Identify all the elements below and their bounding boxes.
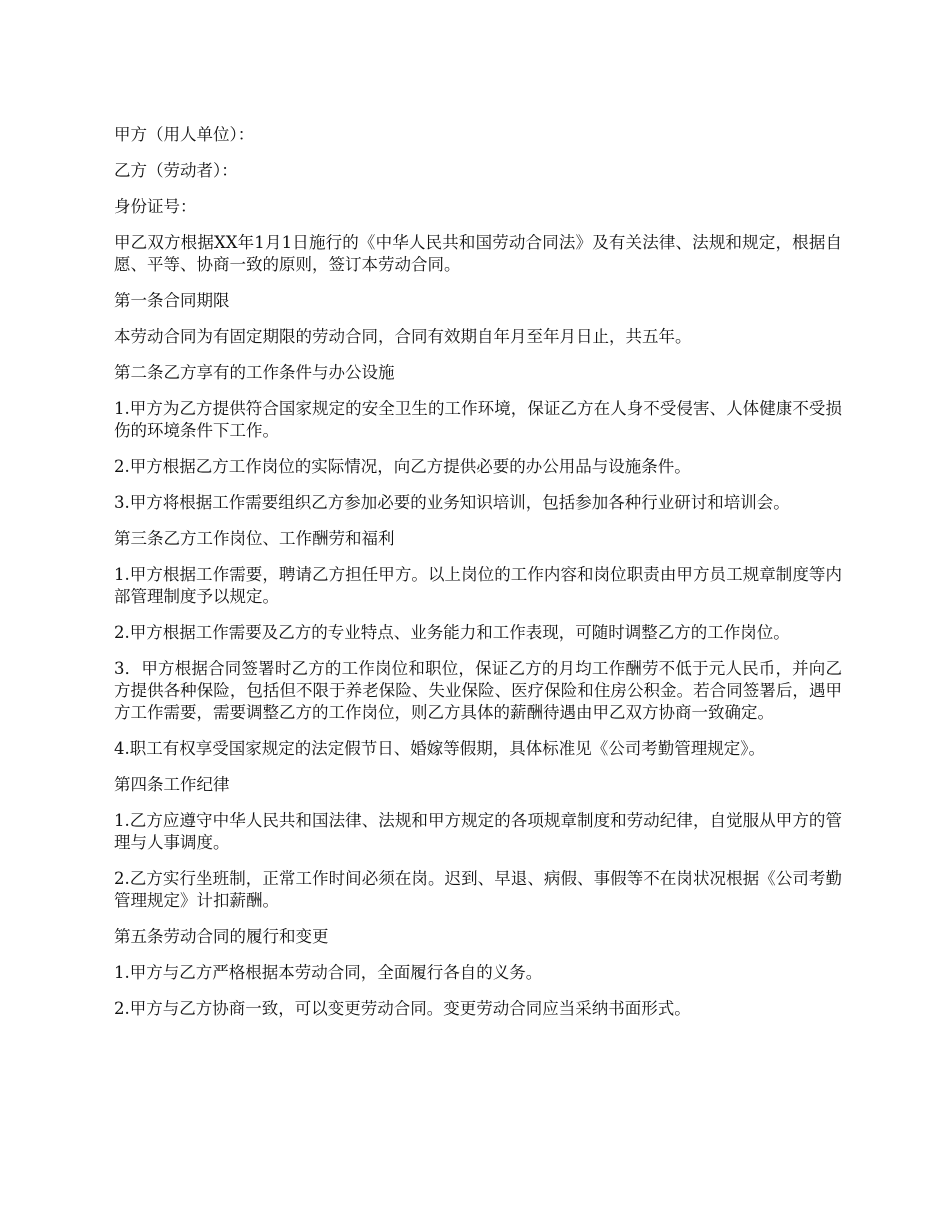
article-4-item-1: 1.乙方应遵守中华人民共和国法律、法规和甲方规定的各项规章制度和劳动纪律，自觉服从甲方的管理与人事调度。: [114, 811, 842, 852]
article-3-heading: 第三条乙方工作岗位、工作酬劳和福利: [114, 529, 395, 548]
article-5-heading: 第五条劳动合同的履行和变更: [114, 927, 329, 946]
id-number-line: 身份证号：: [114, 197, 197, 216]
article-5-item-1: 1.甲方与乙方严格根据本劳动合同，全面履行各自的义务。: [114, 963, 543, 982]
article-4-heading: 第四条工作纪律: [114, 775, 230, 794]
article-2-heading: 第二条乙方享有的工作条件与办公设施: [114, 363, 395, 382]
article-2-item-3: 3.甲方将根据工作需要组织乙方参加必要的业务知识培训，包括参加各种行业研讨和培训会。: [114, 493, 790, 512]
article-1-heading: 第一条合同期限: [114, 291, 230, 310]
article-3-item-2: 2.甲方根据工作需要及乙方的专业特点、业务能力和工作表现，可随时调整乙方的工作岗位。: [114, 623, 790, 642]
article-4-item-2: 2.乙方实行坐班制，正常工作时间必须在岗。迟到、早退、病假、事假等不在岗状况根据《公司考勤管理规定》计扣薪酬。: [114, 869, 842, 910]
article-2-item-2: 2.甲方根据乙方工作岗位的实际情况，向乙方提供必要的办公用品与设施条件。: [114, 457, 691, 476]
article-1-paragraph: 本劳动合同为有固定期限的劳动合同，合同有效期自年月至年月日止，共五年。: [114, 327, 692, 346]
article-3-item-3: 3．甲方根据合同签署时乙方的工作岗位和职位，保证乙方的月均工作酬劳不低于元人民币，并向乙方提供各种保险，包括但不限于养老保险、失业保险、医疗保险和住房公积金。若合同签署后，遇甲方工作需要，需要调整乙方的工作岗位，则乙方具体的薪酬待遇由甲乙双方协商一致确定。: [114, 659, 842, 722]
article-2-item-1: 1.甲方为乙方提供符合国家规定的安全卫生的工作环境，保证乙方在人身不受侵害、人体健康不受损伤的环境条件下工作。: [114, 399, 842, 440]
article-3-item-4: 4.职工有权享受国家规定的法定假节日、婚嫁等假期，具体标准见《公司考勤管理规定》。: [114, 739, 765, 758]
document-body: [114, 124, 842, 1034]
article-5-item-2: 2.甲方与乙方协商一致，可以变更劳动合同。变更劳动合同应当采纳书面形式。: [114, 999, 691, 1018]
party-a-line: 甲方（用人单位）：: [114, 125, 255, 144]
preamble-paragraph: 甲乙双方根据XX年1月1日施行的《中华人民共和国劳动合同法》及有关法律、法规和规定，根据自愿、平等、协商一致的原则，签订本劳动合同。: [114, 233, 842, 274]
article-3-item-1: 1.甲方根据工作需要，聘请乙方担任甲方。以上岗位的工作内容和岗位职责由甲方员工规章制度等内部管理制度予以规定。: [114, 565, 842, 606]
party-b-line: 乙方（劳动者）：: [114, 161, 238, 180]
